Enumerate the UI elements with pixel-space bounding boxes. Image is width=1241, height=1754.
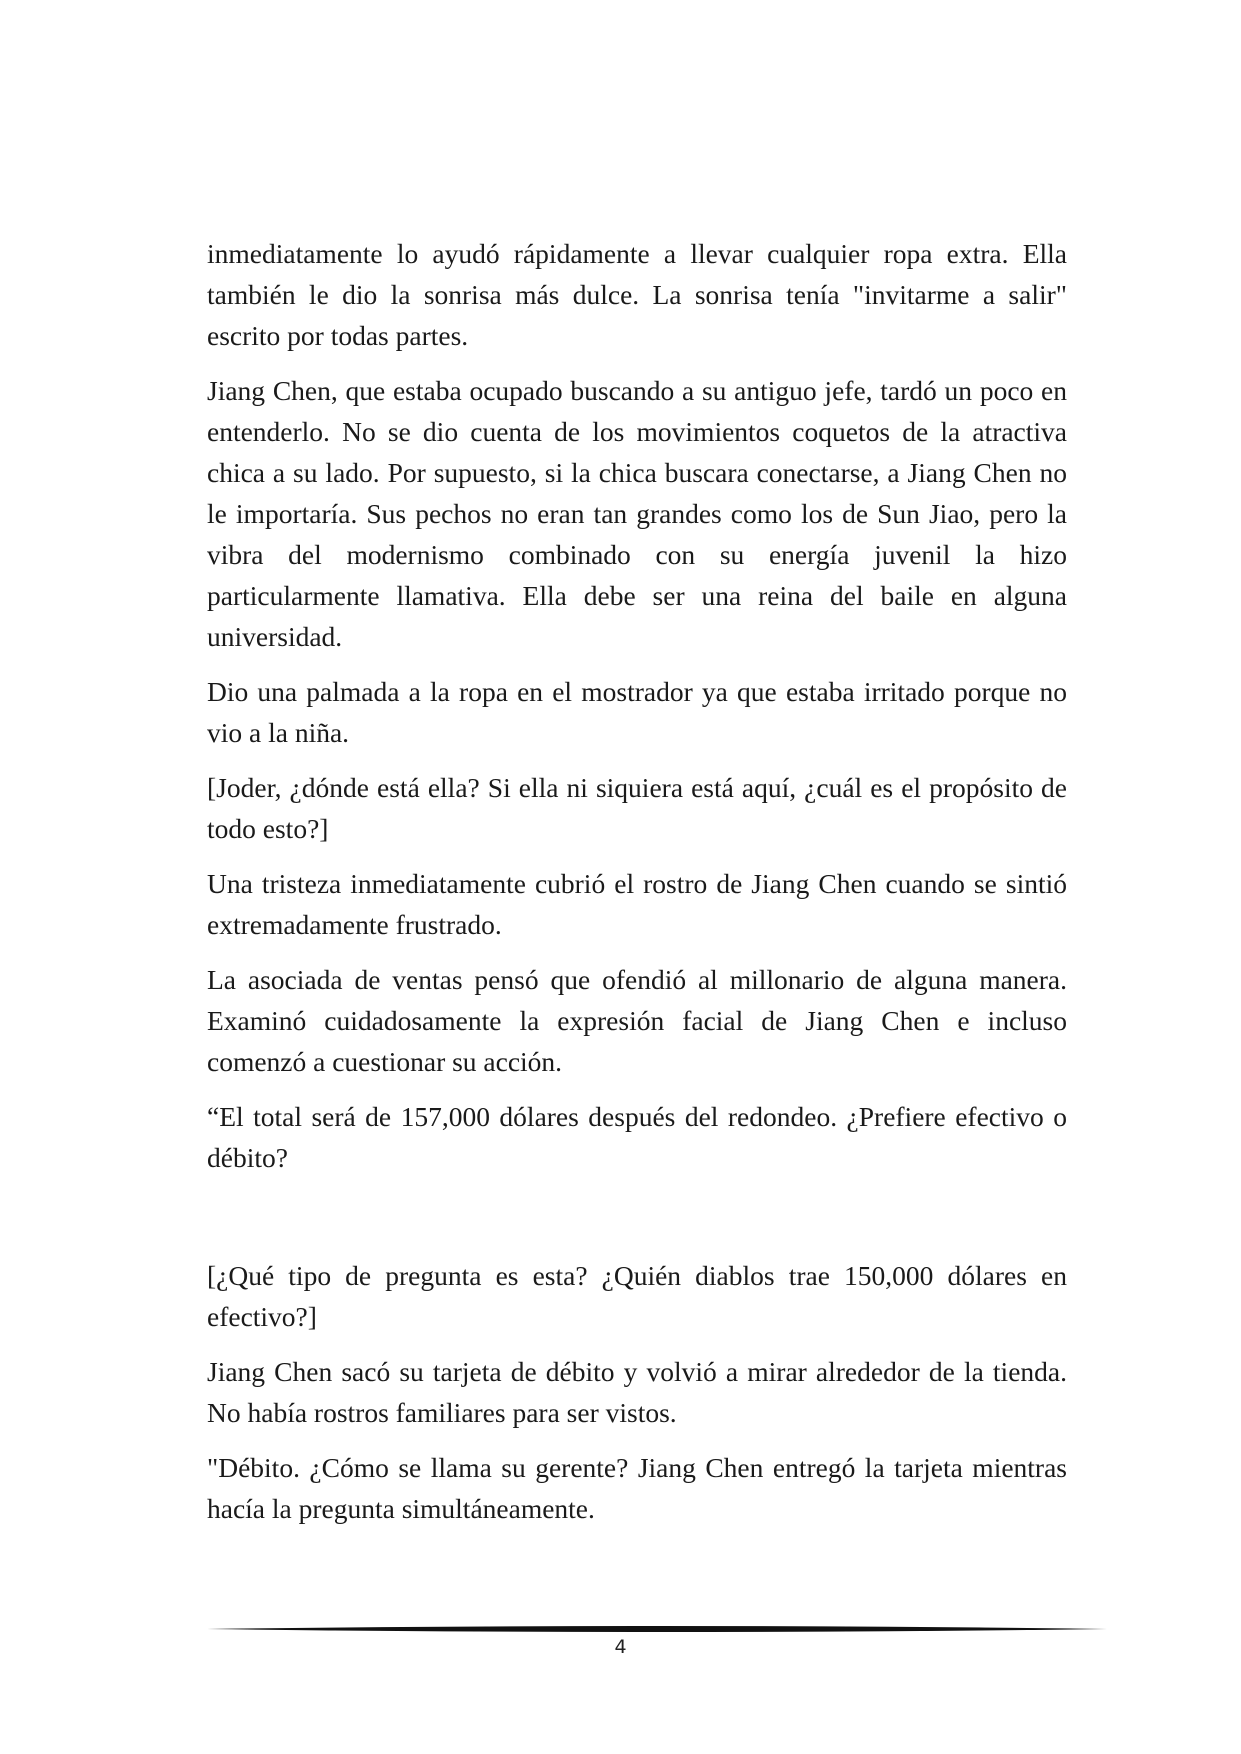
footer-divider xyxy=(207,1622,1107,1636)
paragraph: [¿Qué tipo de pregunta es esta? ¿Quién diablos trae 150,000 dólares en efectivo?] xyxy=(207,1260,1067,1332)
page-number: 4 xyxy=(614,1636,627,1658)
paragraph: inmediatamente lo ayudó rápidamente a llevar cualquier ropa extra. Ella también le dio la sonrisa más dulce. La sonrisa tenía "invitarme a salir" escrito por todas partes. xyxy=(207,238,1067,351)
body-text xyxy=(207,233,1067,1543)
paragraph: “El total será de 157,000 dólares después del redondeo. ¿Prefiere efectivo o débito? xyxy=(207,1101,1067,1173)
paragraph: Jiang Chen sacó su tarjeta de débito y volvió a mirar alrededor de la tienda. No había rostros familiares para ser vistos. xyxy=(207,1356,1067,1428)
paragraph: "Débito. ¿Cómo se llama su gerente? Jiang Chen entregó la tarjeta mientras hacía la pregunta simultáneamente. xyxy=(207,1452,1067,1524)
paragraph: [Joder, ¿dónde está ella? Si ella ni siquiera está aquí, ¿cuál es el propósito de todo esto?] xyxy=(207,772,1067,844)
paragraph: Una tristeza inmediatamente cubrió el rostro de Jiang Chen cuando se sintió extremadamente frustrado. xyxy=(207,868,1067,940)
paragraph: Jiang Chen, que estaba ocupado buscando a su antiguo jefe, tardó un poco en entenderlo. No se dio cuenta de los movimientos coquetos de la atractiva chica a su lado. Por supuesto, si la chica buscara conectarse, a Jiang Chen no le importaría. Sus pechos no eran tan grandes como los de Sun Jiao, pero la vibra del modernismo combinado con su energía juvenil la hizo particularmente llamativa. Ella debe ser una reina del baile en alguna universidad. xyxy=(207,375,1067,652)
paragraph: Dio una palmada a la ropa en el mostrador ya que estaba irritado porque no vio a la niña. xyxy=(207,676,1067,748)
paragraph: La asociada de ventas pensó que ofendió al millonario de alguna manera. Examinó cuidadosamente la expresión facial de Jiang Chen e incluso comenzó a cuestionar su acción. xyxy=(207,964,1067,1077)
